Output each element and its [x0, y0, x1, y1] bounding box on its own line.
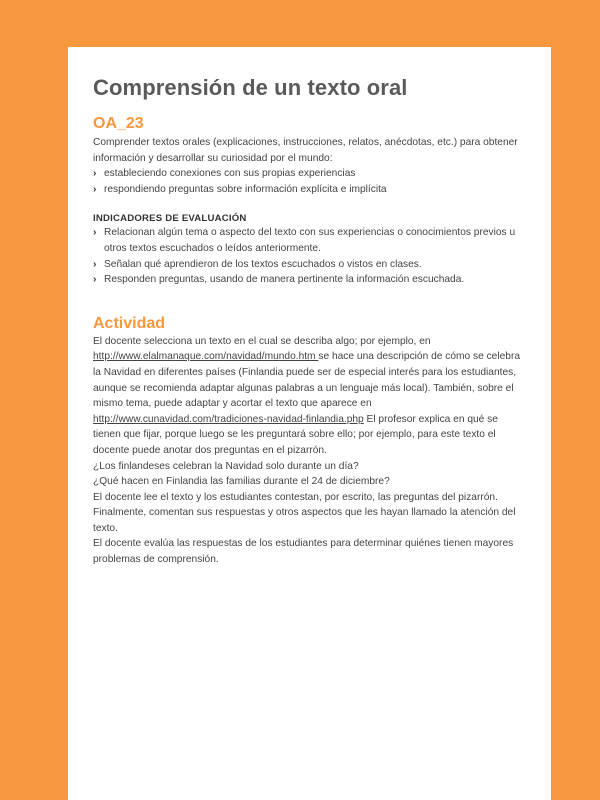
chevron-right-icon: › [93, 258, 97, 270]
actividad-text: se hace una descripción de cómo se celebra la Navidad en diferentes países (Finlandia puede ser de especial interés para los estudiantes, aunque se recomienda adaptar algunas palabras a un lenguaje más local). También, sobre el mismo tema, puede adaptar y acortar el texto que aparece en [93, 351, 520, 410]
chevron-right-icon: › [93, 168, 97, 180]
chevron-right-icon: › [93, 274, 97, 286]
list-item [93, 257, 527, 273]
list-item [93, 166, 527, 182]
question-2: ¿Qué hacen en Finlandia las familias durante el 24 de diciembre? [93, 476, 390, 488]
list-item-text: respondiendo preguntas sobre información explícita e implícita [104, 183, 387, 195]
chevron-right-icon: › [93, 227, 97, 239]
actividad-paragraph [93, 334, 527, 459]
almanaque-link[interactable]: http://www.elalmanaque.com/navidad/mundo.htm [93, 351, 319, 363]
indicadores-heading: INDICADORES DE EVALUACIÓN [93, 213, 247, 225]
indicadores-list [93, 225, 527, 287]
list-item-text: Responden preguntas, usando de manera pertinente la información escuchada. [104, 274, 465, 286]
oa-code: OA_23 [93, 115, 144, 132]
page-title: Comprensión de un texto oral [93, 75, 408, 100]
actividad-paragraph-2: El docente lee el texto y los estudiantes contestan, por escrito, las preguntas del pizarrón. Finalmente, comentan sus respuestas y otros aspectos que les hayan llamado la atención del texto. [93, 491, 516, 534]
actividad-heading: Actividad [93, 314, 166, 332]
actividad-text: El profesor explica en qué se tienen que fijar, porque luego se les preguntará sobre ello; por ejemplo, para este texto el docente puede anotar dos preguntas en el pizarrón. [93, 413, 498, 456]
page-content [93, 75, 527, 568]
oa-description: Comprender textos orales (explicaciones, instrucciones, relatos, anécdotas, etc.) para obtener información y desarrollar su curiosidad por el mundo: [93, 137, 518, 164]
list-item-text: Señalan qué aprendieron de los textos escuchados o vistos en clases. [104, 258, 422, 270]
list-item-text: estableciendo conexiones con sus propias experiencias [104, 168, 356, 180]
list-item [93, 225, 527, 256]
actividad-text: El docente selecciona un texto en el cual se describa algo; por ejemplo, en [93, 335, 431, 347]
oa-bullet-list [93, 166, 527, 197]
actividad-paragraph-3: El docente evalúa las respuestas de los estudiantes para determinar quiénes tienen mayores problemas de comprensión. [93, 538, 514, 566]
list-item-text: Relacionan algún tema o aspecto del texto con sus experiencias o conocimientos previos u otros textos escuchados o leídos anteriormente. [104, 227, 516, 254]
question-1: ¿Los finlandeses celebran la Navidad solo durante un día? [93, 460, 359, 472]
chevron-right-icon: › [93, 183, 97, 195]
document-page [68, 47, 551, 800]
list-item [93, 182, 527, 198]
list-item [93, 272, 527, 288]
cunavidad-link[interactable]: http://www.cunavidad.com/tradiciones-navidad-finlandia.php [93, 413, 364, 425]
